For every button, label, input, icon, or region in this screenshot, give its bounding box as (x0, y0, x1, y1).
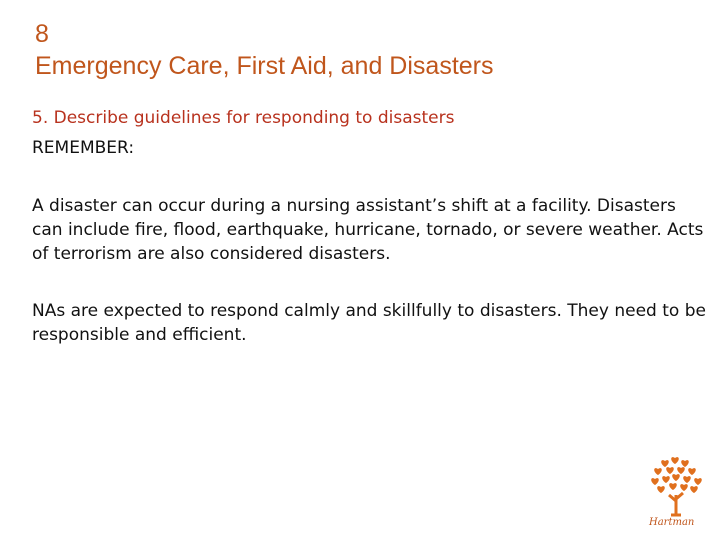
heart-mark (662, 476, 670, 483)
heart-mark (680, 484, 688, 491)
heart-mark (672, 474, 680, 481)
heart-mark (651, 478, 659, 485)
paragraph-1: A disaster can occur during a nursing assistant’s shift at a facility. Disasters can include fire, flood, earthquake, hurricane, tornado, or severe weather. Acts of terrorism are also considered disasters. (32, 196, 704, 264)
chapter-number: 8 (35, 20, 49, 48)
heart-mark (669, 483, 677, 490)
heart-mark (694, 478, 702, 485)
chapter-title: Emergency Care, First Aid, and Disasters (35, 52, 494, 80)
heart-mark (690, 486, 698, 493)
publisher-logo-text: Hartman (649, 517, 695, 528)
heart-mark (657, 486, 665, 493)
heart-mark (671, 457, 679, 464)
heart-mark (683, 476, 691, 483)
paragraph-2: NAs are expected to respond calmly and skillfully to disasters. They need to be responsible and efficient. (32, 301, 706, 345)
heart-mark (688, 468, 696, 475)
objective-heading: 5. Describe guidelines for responding to disasters (32, 108, 455, 128)
heart-mark (677, 467, 685, 474)
heart-mark (654, 468, 662, 475)
heart-mark (681, 460, 689, 467)
chapter-heading (35, 18, 494, 82)
heart-mark (661, 460, 669, 467)
remember-label: REMEMBER: (32, 138, 135, 158)
heart-mark (666, 467, 674, 474)
